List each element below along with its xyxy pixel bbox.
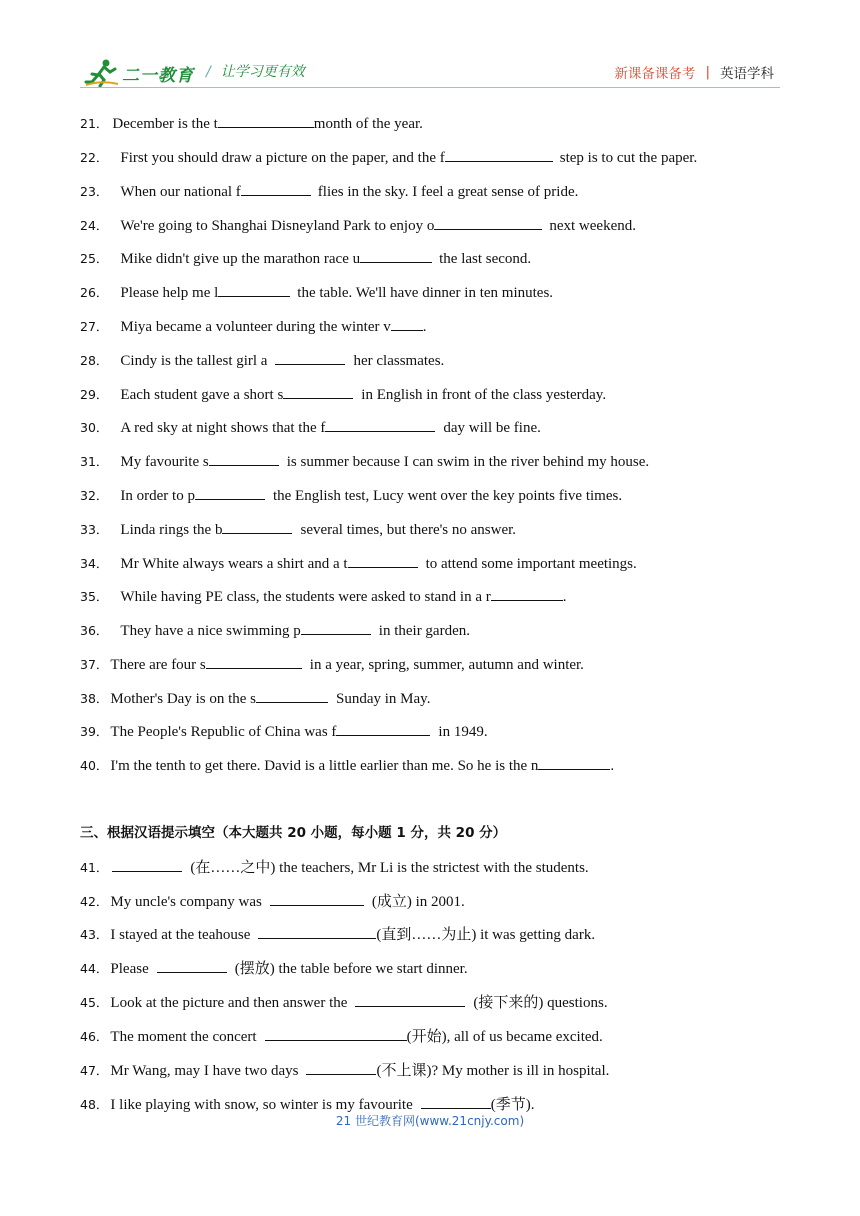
answer-blank[interactable] (348, 552, 418, 568)
answer-blank[interactable] (265, 1025, 407, 1041)
question-48: 48． I like playing with snow, so winter is my favourite (季节). (80, 1093, 534, 1115)
answer-blank[interactable] (206, 653, 302, 669)
question-42: 42． My uncle's company was (成立) in 2001. (80, 890, 465, 912)
answer-blank[interactable] (391, 315, 423, 331)
answer-blank[interactable] (218, 281, 290, 297)
answer-blank[interactable] (275, 349, 345, 365)
question-45: 45． Look at the picture and then answer the (接下来的) questions. (80, 991, 608, 1013)
page-header (0, 0, 860, 100)
logo (84, 56, 194, 90)
logo-text: 二一教育 (122, 65, 194, 86)
question-27: 27． Miya became a volunteer during the winter v . (80, 315, 426, 337)
question-23: 23． When our national f flies in the sky. I feel a great sense of pride. (80, 180, 578, 202)
question-28: 28． Cindy is the tallest girl a her classmates. (80, 349, 444, 371)
question-31: 31． My favourite s is summer because I can swim in the river behind my house. (80, 450, 649, 472)
answer-blank[interactable] (421, 1093, 491, 1109)
question-30: 30． A red sky at night shows that the f day will be fine. (80, 416, 541, 438)
section-3-title: 三、根据汉语提示填空（本大题共 20 小题，每小题 1 分，共 20 分） (80, 825, 507, 841)
question-46: 46． The moment the concert (开始), all of us became excited. (80, 1025, 603, 1047)
question-43: 43． I stayed at the teahouse (直到……为止) it was getting dark. (80, 923, 595, 945)
question-21: 21． December is the t month of the year. (80, 112, 423, 134)
question-36: 36． They have a nice swimming p in their garden. (80, 619, 470, 641)
question-32: 32． In order to p the English test, Lucy went over the key points five times. (80, 484, 622, 506)
question-26: 26． Please help me l the table. We'll have dinner in ten minutes. (80, 281, 553, 303)
question-33: 33． Linda rings the b several times, but there's no answer. (80, 518, 516, 540)
answer-blank[interactable] (325, 416, 435, 432)
answer-blank[interactable] (360, 247, 432, 263)
question-34: 34． Mr White always wears a shirt and a t to attend some important meetings. (80, 552, 637, 574)
question-41: 41． (在……之中) the teachers, Mr Li is the strictest with the students. (80, 856, 589, 878)
answer-blank[interactable] (241, 180, 311, 196)
question-44: 44． Please (摆放) the table before we start dinner. (80, 957, 468, 979)
answer-blank[interactable] (222, 518, 292, 534)
answer-blank[interactable] (306, 1059, 376, 1075)
course-label: 新课备课备考 (614, 66, 696, 82)
answer-blank[interactable] (209, 450, 279, 466)
answer-blank[interactable] (336, 720, 430, 736)
answer-blank[interactable] (112, 856, 182, 872)
slogan-text: 让学习更有效 (220, 64, 305, 80)
header-separator: | (705, 64, 710, 80)
question-24: 24． We're going to Shanghai Disneyland Park to enjoy o next weekend. (80, 214, 636, 236)
answer-blank[interactable] (355, 991, 465, 1007)
answer-blank[interactable] (270, 890, 364, 906)
answer-blank[interactable] (445, 146, 553, 162)
question-37: 37． There are four s in a year, spring, summer, autumn and winter. (80, 653, 584, 675)
page-footer: 21 世纪教育网(www.21cnjy.com) (335, 1114, 525, 1128)
answer-blank[interactable] (256, 687, 328, 703)
slogan: / 让学习更有效 (206, 64, 305, 80)
question-29: 29． Each student gave a short s in English in front of the class yesterday. (80, 383, 606, 405)
question-38: 38． Mother's Day is on the s Sunday in May. (80, 687, 430, 709)
answer-blank[interactable] (301, 619, 371, 635)
question-47: 47． Mr Wang, may I have two days (不上课)? My mother is ill in hospital. (80, 1059, 609, 1081)
question-22: 22． First you should draw a picture on the paper, and the f step is to cut the paper. (80, 146, 697, 168)
answer-blank[interactable] (157, 957, 227, 973)
running-man-logo-icon (84, 58, 120, 88)
answer-blank[interactable] (283, 383, 353, 399)
answer-blank[interactable] (491, 585, 563, 601)
header-course-info (614, 62, 774, 82)
question-40: 40． I'm the tenth to get there. David is a little earlier than me. So he is the n . (80, 754, 614, 776)
answer-blank[interactable] (538, 754, 610, 770)
subject-label: 英语学科 (720, 66, 774, 82)
answer-blank[interactable] (434, 214, 542, 230)
question-35: 35． While having PE class, the students were asked to stand in a r . (80, 585, 566, 607)
question-39: 39． The People's Republic of China was f in 1949. (80, 720, 488, 742)
question-25: 25． Mike didn't give up the marathon race u the last second. (80, 247, 531, 269)
answer-blank[interactable] (218, 112, 314, 128)
header-divider (80, 87, 780, 88)
answer-blank[interactable] (195, 484, 265, 500)
answer-blank[interactable] (258, 923, 376, 939)
